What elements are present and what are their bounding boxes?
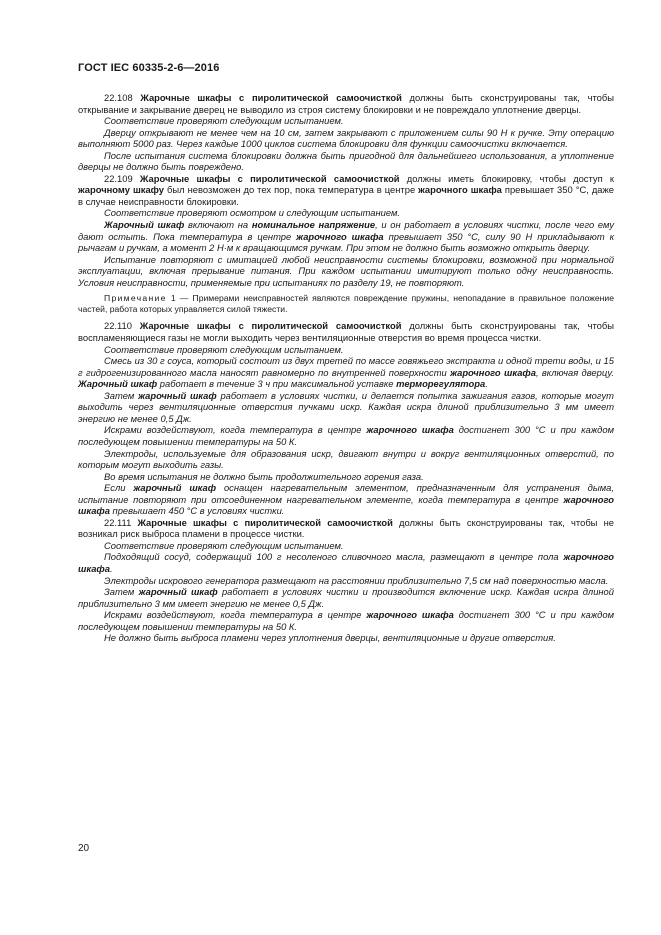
test-paragraph: Искрами воздействуют, когда температура в центре жарочного шкафа достигнет 300 °С и при каждом последующем повышении температуры на 50 К.: [78, 609, 614, 632]
test-paragraph: Смесь из 30 г соуса, который состоит из двух третей по массе говяжьего экстракта и одной трети воды, и 15 г гидрогенизированного масла наносят равномерно по внутренней поверхности жарочного шкафа, включая дверцу. Жарочный шкаф работает в течение 3 ч при максимальной уставке терморегулятора.: [78, 355, 614, 390]
compliance-check: Соответствие проверяют осмотром и следующим испытанием.: [104, 207, 401, 219]
clause-22-108: 22.108 Жарочные шкафы с пиролитической самоочисткой должны быть сконструированы так, чтобы открывание и закрывание дверец не выводило из строя систему блокировки и не повреждало уплотнение дверцы.: [78, 92, 615, 115]
clause-22-111: 22.111 Жарочные шкафы с пиролитической самоочисткой должны быть сконструированы так, чтобы не возникал риск выброса пламени в процессе чистки.: [78, 516, 614, 540]
clause-22-110: 22.110 Жарочные шкафы с пиролитической самоочисткой должны быть сконструированы так, чтобы воспламеняющиеся газы не могли выходить через вентиляционные отверстия во время процесса чистки.: [78, 320, 614, 344]
test-paragraph: После испытания система блокировки должна быть пригодной для дальнейшего использования, а уплотнение дверцы не должно быть повреждено.: [78, 149, 614, 173]
test-paragraph: Затем жарочный шкаф работает в условиях чистки, и делается попытка зажигания газов, которые могут выходить через вентиляционные отверстия пучками искр. Каждая искра длиной приблизительно 3 мм имеет энергию не менее 0,5 Дж.: [78, 389, 614, 424]
page-header: ГОСТ IEC 60335-2-6—2016: [78, 62, 220, 74]
test-paragraph: Во время испытания не должно быть продолжительного горения газа.: [104, 470, 424, 482]
document-body: [78, 92, 614, 644]
compliance-check: Соответствие проверяют следующим испытанием.: [104, 115, 344, 127]
test-paragraph: Если жарочный шкаф оснащен нагревательным элементом, предназначенным для устранения дыма, испытание повторяют при отсоединенном нагревательном элементе, когда температура в центре жарочного шкафа превышает 450 °С в условиях чистки.: [78, 482, 615, 517]
test-paragraph: Испытание повторяют с имитацией любой неисправности системы блокировки, возможной при нормальной эксплуатации, включая прерывание питания. При каждом испытании имитируют только одну неисправность. Условия неисправности, применяемые при испытаниях по разделу 19, не повторяют.: [78, 253, 614, 288]
clause-22-109: 22.109 Жарочные шкафы с пиролитической самоочисткой должны иметь блокировку, чтобы доступ к жарочному шкафу был невозможен до тех пор, пока температура в центре жарочного шкафа превышает 350 °С, даже в случае неисправности блокировки.: [78, 172, 614, 207]
test-paragraph: Жарочный шкаф включают на номинальное напряжение, и он работает в условиях чистки, после чего ему дают остыть. Пока температура в центре жарочного шкафа превышает 350 °С, силу 90 Н прикладывают к рычагам и ручкам, а момент 2 Н·м к вращающимся ручкам. При этом не должно быть возможно открыть дверцу.: [78, 219, 615, 254]
compliance-check: Соответствие проверяют следующим испытанием.: [104, 343, 344, 355]
test-paragraph: Искрами воздействуют, когда температура в центре жарочного шкафа достигнет 300 °С и при каждом последующем повышении температуры на 50 К.: [78, 424, 614, 447]
note: Примечание 1 — Примерами неисправностей являются повреждение пружины, непопадание в правильное положение частей, работа которых управляется силой тяжести.: [78, 293, 614, 314]
test-paragraph: Не должно быть выброса пламени через уплотнения дверцы, вентиляционные и другие отверстия.: [104, 632, 556, 644]
test-paragraph: Электроды, используемые для образования искр, двигают внутри и вокруг вентиляционных отверстий, по которым могут выходить газы.: [78, 447, 614, 471]
test-paragraph: Подходящий сосуд, содержащий 100 г несоленого сливочного масла, размещают в центре пола жарочного шкафа.: [78, 551, 614, 574]
test-paragraph: Затем жарочный шкаф работает в условиях чистки и производится включение искр. Каждая искра длиной приблизительно 3 мм имеет энергию не менее 0,5 Дж.: [78, 586, 614, 609]
test-paragraph: Электроды искрового генератора размещают на расстоянии приблизительно 7,5 см над поверхностью масла.: [104, 574, 609, 586]
page-number: 20: [78, 843, 90, 854]
test-paragraph: Дверцу открывают не менее чем на 10 см, затем закрывают с приложением силы 90 Н к ручке. Эту операцию выполняют 5000 раз. Через каждые 1000 циклов система блокировки для функции самоочистки включается.: [78, 126, 614, 150]
compliance-check: Соответствие проверяют следующим испытанием.: [104, 539, 344, 551]
